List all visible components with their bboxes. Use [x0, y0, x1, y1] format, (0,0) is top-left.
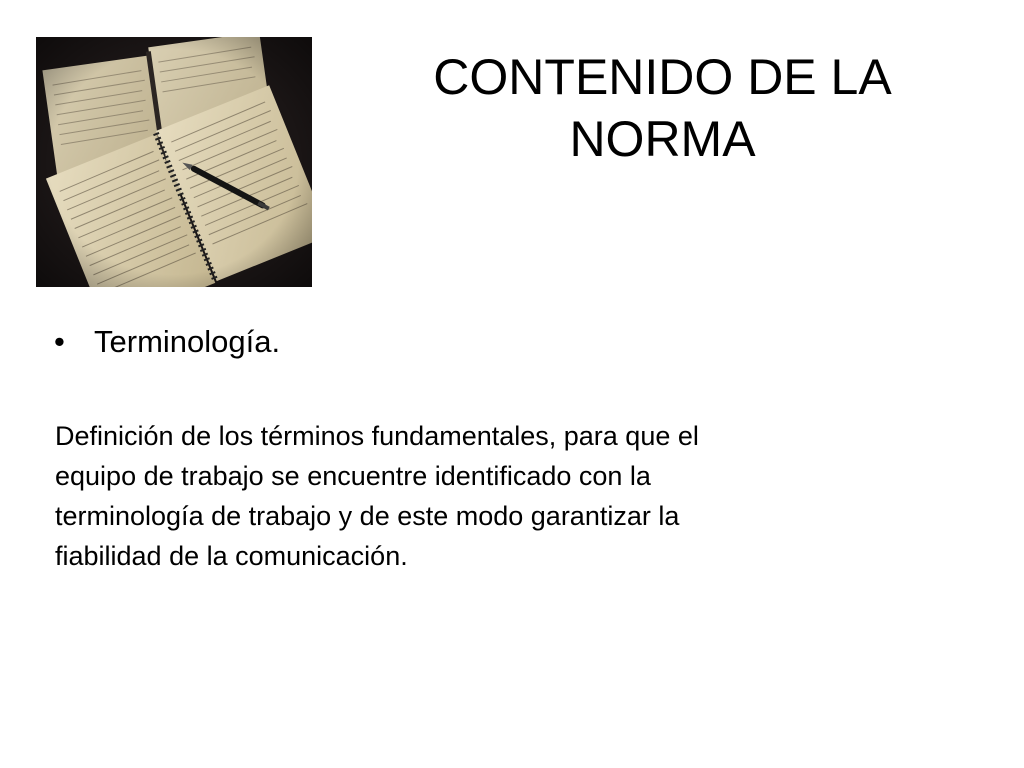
bullet-text: Terminología. [94, 324, 281, 359]
slide-title-line-2: NORMA [569, 111, 756, 167]
description-line: Definición de los términos fundamentales, para que el [55, 421, 699, 451]
description-line: fiabilidad de la comunicación. [55, 541, 408, 571]
description-paragraph [55, 416, 935, 576]
slide-title-line-1: CONTENIDO DE LA [433, 49, 892, 105]
description-line: equipo de trabajo se encuentre identificado con la [55, 461, 651, 491]
notebook-photo [36, 37, 312, 287]
notebook-with-pen-image [36, 37, 312, 287]
bullet-item [54, 320, 280, 364]
slide-title [345, 46, 980, 170]
bullet-marker: • [54, 324, 65, 359]
description-line: terminología de trabajo y de este modo garantizar la [55, 501, 680, 531]
